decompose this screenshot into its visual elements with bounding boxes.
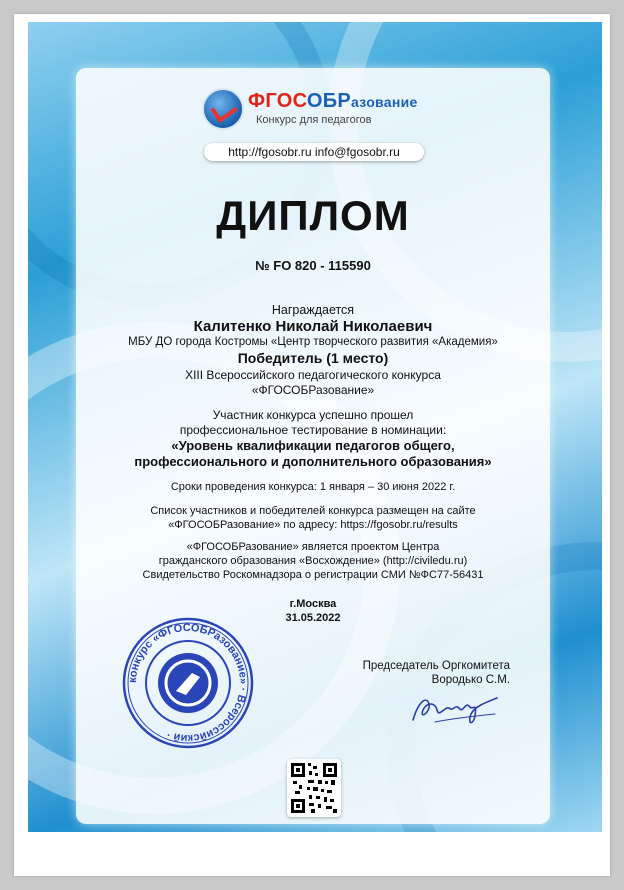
contest-dates: Сроки проведения конкурса: 1 января – 30 июня 2022 г. <box>170 481 456 493</box>
contest-logo <box>202 86 442 132</box>
recipient-organization: МБУ ДО города Костромы «Центр творческого развития «Академия» <box>128 336 498 348</box>
award-place: Победитель (1 место) <box>237 350 389 366</box>
contacts-link[interactable]: http://fgosobr.ru info@fgosobr.ru <box>204 143 424 161</box>
place-and-date: г.Москва 31.05.2022 <box>285 598 341 624</box>
logo-title: ФГОСОБРазование <box>248 90 418 112</box>
logo-emblem-icon <box>202 88 244 130</box>
signatory: Председатель Оргкомитета Вородько С.М. <box>362 660 510 686</box>
logo-subtitle: Конкурс для педагогов <box>256 114 372 126</box>
awarded-label: Награждается <box>271 303 355 317</box>
contest-name: XIII Всероссийского педагогического конкурса «ФГОСОБРазование» <box>185 368 441 397</box>
recipient-name: Калитенко Николай Николаевич <box>193 318 433 335</box>
testing-note: Участник конкурса успешно прошел профессиональное тестирование в номинации: <box>179 408 447 437</box>
results-note: Список участников и победителей конкурса размещен на сайте «ФГОСОБРазование» по адресу: https://fgosobr.ru/results <box>150 505 476 531</box>
qr-code[interactable] <box>287 759 341 817</box>
svg-text:конкурс «ФГОСОБРазование» · Вс: конкурс «ФГОСОБРазование» · Всероссийский · <box>126 621 250 745</box>
project-note: «ФГОСОБРазование» является проектом Центра гражданского образования «Восхождение» (http://civiledu.ru) Свидетельство Роскомнадзора о регистрации СМИ №ФС77-56431 <box>142 541 484 581</box>
organizer-stamp <box>120 615 256 751</box>
qr-code-icon <box>291 763 337 813</box>
signature-image <box>405 690 505 730</box>
diploma-title: ДИПЛОМ <box>216 192 410 239</box>
nomination: «Уровень квалификации педагогов общего, профессионального и дополнительного образования» <box>134 438 492 469</box>
diploma-number: № FO 820 - 115590 <box>255 258 371 273</box>
